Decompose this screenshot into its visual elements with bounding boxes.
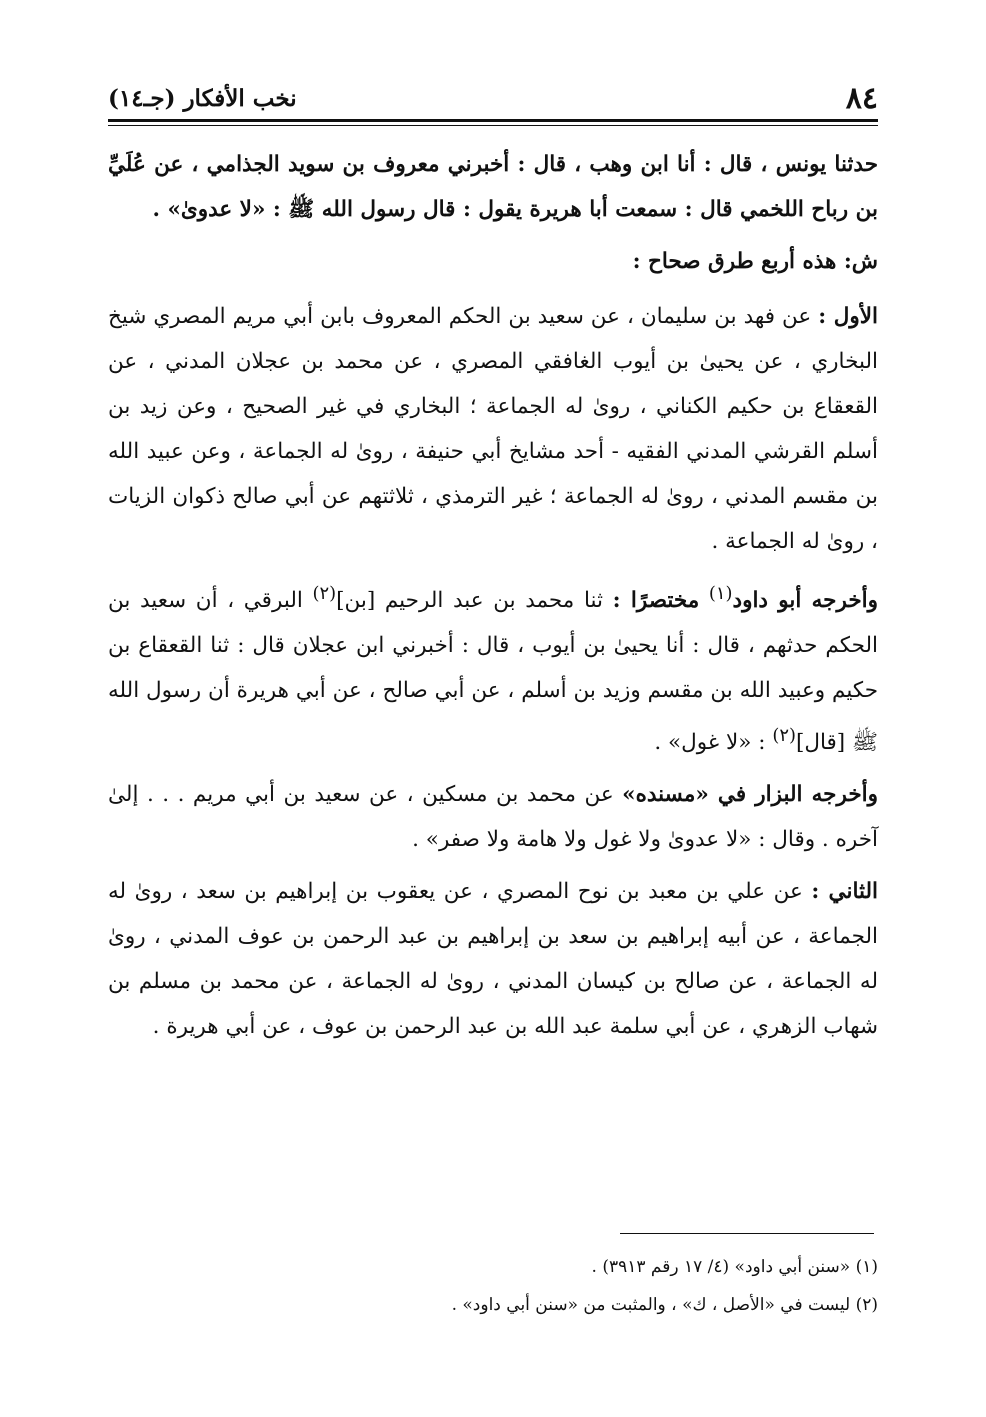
paragraph-first-chain: [108, 294, 878, 564]
abu-dawud-text-c: : «لا غول» .: [654, 730, 766, 756]
second-text: عن علي بن معبد بن نوح المصري ، عن يعقوب بن إبراهيم بن سعد ، روىٰ له الجماعة ، عن أبيه إبراهيم بن سعد بن إبراهيم بن عبد الرحمن بن عوف المدني ، روىٰ له الجماعة ، عن صالح بن كيسان المدني ، روىٰ له الجماعة ، عن محمد بن مسلم بن شهاب الزهري ، عن أبي سلمة عبد الله بن عبد الرحمن بن عوف ، عن أبي هريرة .: [108, 879, 878, 1040]
abu-dawud-qualifier: مختصرًا :: [612, 588, 700, 614]
abu-dawud-label: وأخرجه أبو داود: [732, 588, 878, 614]
bazzar-text: عن محمد بن مسكين ، عن سعيد بن أبي مريم . . . إلىٰ آخره . وقال : «لا عدوىٰ ولا غول ولا هامة ولا صفر» .: [108, 782, 878, 853]
header-rule-thin: [108, 125, 878, 126]
footnote-ref-2[interactable]: (٢): [312, 583, 337, 604]
abu-dawud-text-a: ثنا محمد بن عبد الرحيم [بن]: [336, 588, 603, 614]
main-text: [108, 142, 878, 1056]
first-text: عن فهد بن سليمان ، عن سعيد بن الحكم المعروف بابن أبي مريم المصري شيخ البخاري ، عن يحيىٰ بن أيوب الغافقي المصري ، عن محمد بن عجلان المدني ، عن القعقاع بن حكيم الكناني ، روىٰ له الجماعة ؛ البخاري في غير الصحيح ، وعن زيد بن أسلم القرشي المدني الفقيه - أحد مشايخ أبي حنيفة ، روىٰ له الجماعة ، وعن عبيد الله بن مقسم المدني ، روىٰ له الجماعة ؛ غير الترمذي ، ثلاثتهم عن أبي صالح ذكوان الزيات ، روىٰ له الجماعة .: [108, 304, 878, 554]
paragraph-abu-dawud: [108, 571, 878, 765]
second-label: الثاني :: [811, 879, 879, 905]
footnote-ref-1[interactable]: (١): [708, 583, 733, 604]
intro-paragraph: حدثنا يونس ، قال : أنا ابن وهب ، قال : أخبرني معروف بن سويد الجذامي ، عن عُلَيِّ بن رباح اللخمي قال : سمعت أبا هريرة يقول : قال رسول الله ﷺ : «لا عدوىٰ» .: [108, 152, 878, 222]
book-title: نخب الأفكار (جـ١٤): [108, 84, 297, 112]
footnote-ref-2-repeat[interactable]: (٢): [772, 725, 796, 747]
abu-dawud-text-b: البرقي ، أن سعيد بن الحكم حدثهم ، قال : أنا يحيىٰ بن أيوب ، قال : أخبرني ابن عجلان قال : ثنا القعقاع بن حكيم وعبيد الله بن مقسم وزيد بن أسلم ، عن أبي صالح ، عن أبي هريرة أن رسول الله ﷺ [قال]: [108, 588, 878, 756]
header-rule-thick: [108, 119, 878, 122]
footnote-1: (١) «سنن أبي داود» (٤/ ١٧ رقم ٣٩١٣) .: [591, 1257, 878, 1277]
footnote-2: (٢) ليست في «الأصل ، ك» ، والمثبت من «سنن أبي داود» .: [451, 1295, 878, 1315]
section-heading: ش: هذه أربع طرق صحاح :: [632, 249, 878, 274]
footnotes: [108, 1248, 878, 1324]
running-header: [108, 78, 878, 118]
paragraph-bazzar: [108, 772, 878, 862]
paragraph-second-chain: [108, 869, 878, 1049]
first-label: الأول :: [818, 304, 879, 329]
page-number: ٨٤: [845, 80, 878, 116]
bazzar-label: وأخرجه البزار في «مسنده»: [622, 782, 878, 808]
footnote-separator: [620, 1233, 874, 1234]
